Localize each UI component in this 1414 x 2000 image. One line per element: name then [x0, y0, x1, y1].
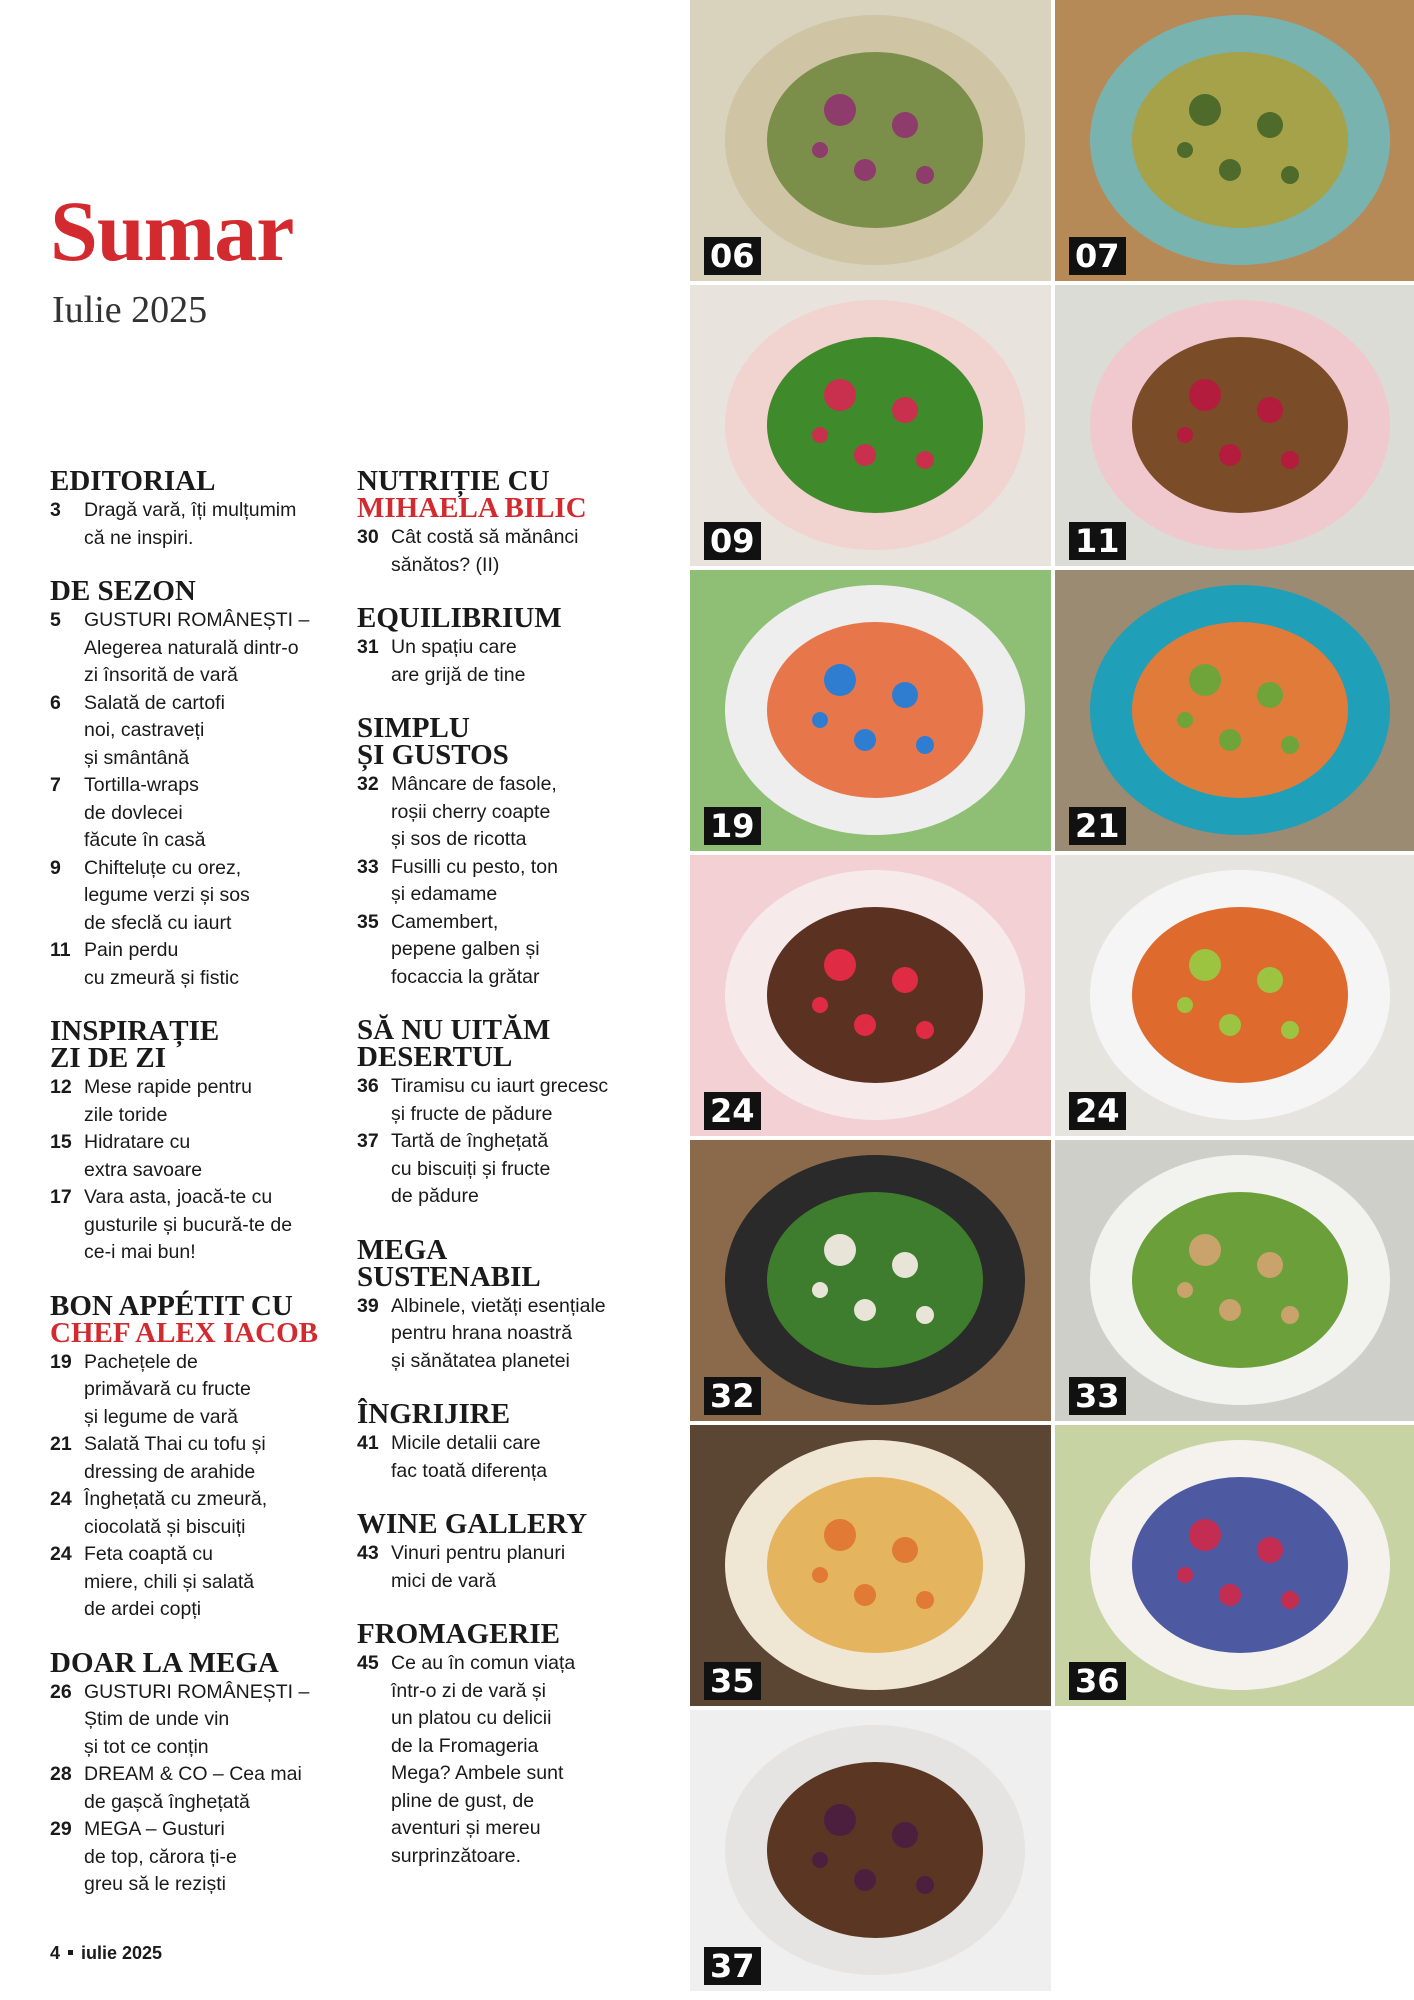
- list-item[interactable]: [50, 1816, 350, 1899]
- garnish-shape: [1219, 444, 1241, 466]
- page-number-badge: 32: [704, 1377, 761, 1415]
- section-heading: [50, 575, 350, 607]
- contents-section: [50, 465, 350, 552]
- garnish-shape: [892, 397, 918, 423]
- entry-title: Salată Thai cu tofu și dressing de arahide: [84, 1433, 266, 1483]
- photo-tile[interactable]: [690, 570, 1051, 851]
- entry-title: Un spațiu care are grijă de tine: [391, 636, 526, 686]
- photo-tile[interactable]: [690, 1140, 1051, 1421]
- entry-title: Salată de cartofi noi, castraveți și smântână: [84, 691, 225, 769]
- list-item[interactable]: [50, 1541, 350, 1624]
- list-item[interactable]: [50, 497, 350, 552]
- entry-title: Feta coaptă cu miere, chili și salată de ardei copți: [84, 1543, 255, 1620]
- entry-page-number: 24: [50, 1543, 72, 1565]
- garnish-shape: [916, 166, 934, 184]
- garnish-shape: [1177, 142, 1193, 158]
- section-heading: [50, 1015, 350, 1074]
- photo-tile[interactable]: [1055, 0, 1414, 281]
- food-shape: [1132, 622, 1348, 798]
- section-heading-line: DOAR LA MEGA: [50, 1646, 279, 1679]
- section-heading-line: NUTRIȚIE CU: [357, 465, 550, 497]
- entry-list: [50, 497, 350, 552]
- entry-title: Ce au în comun viața într-o zi de vară și un platou cu delicii de la Fromageria Mega? Ambele sunt pline de gust, de aventuri și mereu surprinzătoare.: [391, 1652, 576, 1867]
- garnish-shape: [1281, 451, 1299, 469]
- garnish-shape: [916, 1876, 934, 1894]
- list-item[interactable]: [50, 607, 350, 690]
- section-heading: [357, 602, 687, 634]
- food-shape: [767, 52, 983, 228]
- garnish-shape: [824, 1234, 856, 1266]
- food-shape: [767, 1477, 983, 1653]
- garnish-shape: [892, 682, 918, 708]
- food-shape: [1132, 1192, 1348, 1368]
- section-heading-line: DESERTUL: [357, 1041, 513, 1073]
- entry-title: Tartă de înghețată cu biscuiți și fructe de pădure: [391, 1130, 551, 1207]
- garnish-shape: [1177, 712, 1193, 728]
- garnish-shape: [892, 112, 918, 138]
- entry-list: [357, 1430, 687, 1485]
- entry-list: [357, 1540, 687, 1595]
- section-heading-line: ȘI GUSTOS: [357, 739, 509, 771]
- section-heading: [357, 1508, 687, 1540]
- list-item[interactable]: [357, 854, 687, 909]
- entry-page-number: 37: [357, 1130, 379, 1152]
- garnish-shape: [1219, 1299, 1241, 1321]
- garnish-shape: [892, 1537, 918, 1563]
- photo-tile[interactable]: [1055, 285, 1414, 566]
- garnish-shape: [1189, 94, 1221, 126]
- photo-tile[interactable]: [690, 285, 1051, 566]
- garnish-shape: [1257, 397, 1283, 423]
- entry-title: Mâncare de fasole, roșii cherry coapte și sos de ricotta: [391, 773, 557, 850]
- entry-list: [357, 1293, 687, 1376]
- list-item[interactable]: [50, 1129, 350, 1184]
- garnish-shape: [854, 1014, 876, 1036]
- section-heading: [50, 1289, 350, 1349]
- garnish-shape: [916, 1021, 934, 1039]
- entry-page-number: 29: [50, 1818, 72, 1840]
- entry-page-number: 7: [50, 774, 61, 796]
- entry-page-number: 41: [357, 1432, 379, 1454]
- list-item[interactable]: [50, 772, 350, 855]
- garnish-shape: [892, 1252, 918, 1278]
- food-shape: [1132, 1477, 1348, 1653]
- garnish-shape: [892, 967, 918, 993]
- entry-page-number: 36: [357, 1075, 379, 1097]
- list-item[interactable]: [50, 1486, 350, 1541]
- entry-page-number: 21: [50, 1433, 72, 1455]
- garnish-shape: [824, 664, 856, 696]
- garnish-shape: [854, 444, 876, 466]
- list-item[interactable]: [50, 1184, 350, 1267]
- contents-section: [50, 1289, 350, 1624]
- section-heading: [357, 1618, 687, 1650]
- page-number-badge: 35: [704, 1662, 761, 1700]
- food-shape: [1132, 907, 1348, 1083]
- page-footer: [50, 1943, 162, 1964]
- section-heading-line: FROMAGERIE: [357, 1618, 560, 1650]
- section-heading: [357, 1233, 687, 1293]
- garnish-shape: [1281, 1021, 1299, 1039]
- section-heading: [357, 465, 687, 524]
- section-heading-line: SUSTENABIL: [357, 1260, 541, 1293]
- garnish-shape: [1257, 112, 1283, 138]
- garnish-shape: [1189, 379, 1221, 411]
- entry-list: [357, 1073, 687, 1211]
- section-heading-line: EQUILIBRIUM: [357, 602, 562, 634]
- section-heading-line: INSPIRAȚIE: [50, 1015, 220, 1047]
- food-shape: [1132, 52, 1348, 228]
- garnish-shape: [812, 997, 828, 1013]
- garnish-shape: [812, 427, 828, 443]
- photo-tile[interactable]: [1055, 570, 1414, 851]
- list-item[interactable]: [50, 1761, 350, 1816]
- entry-list: [357, 771, 687, 991]
- garnish-shape: [824, 1519, 856, 1551]
- section-heading-line: SIMPLU: [357, 712, 470, 744]
- entry-page-number: 30: [357, 526, 379, 548]
- food-shape: [767, 1762, 983, 1938]
- garnish-shape: [854, 729, 876, 751]
- section-heading-line: DE SEZON: [50, 575, 196, 607]
- entry-page-number: 43: [357, 1542, 379, 1564]
- page-number-badge: 19: [704, 807, 761, 845]
- list-item[interactable]: [357, 1540, 687, 1595]
- garnish-shape: [1281, 1591, 1299, 1609]
- list-item[interactable]: [357, 1073, 687, 1128]
- garnish-shape: [812, 1852, 828, 1868]
- garnish-shape: [916, 451, 934, 469]
- garnish-shape: [812, 712, 828, 728]
- contents-section: [50, 1015, 350, 1267]
- entry-page-number: 35: [357, 910, 379, 933]
- entry-title: MEGA – Gusturi de top, cărora ți-e greu să le reziști: [84, 1818, 237, 1895]
- page-number-badge: 21: [1069, 807, 1126, 845]
- contents-section: [357, 465, 687, 579]
- photo-tile[interactable]: [1055, 1140, 1414, 1421]
- page-title: Sumar: [50, 183, 294, 279]
- section-heading: [357, 1398, 687, 1430]
- entry-page-number: 26: [50, 1680, 72, 1703]
- page-number-badge: 11: [1069, 522, 1126, 560]
- entry-page-number: 45: [357, 1652, 379, 1674]
- contents-section: [357, 602, 687, 689]
- contents-section: [357, 1508, 687, 1595]
- garnish-shape: [1189, 1234, 1221, 1266]
- list-item[interactable]: [357, 909, 687, 992]
- contents-section: [357, 712, 687, 991]
- entry-list: [357, 1650, 687, 1870]
- garnish-shape: [1177, 997, 1193, 1013]
- section-heading-highlight: MIHAELA BILIC: [357, 492, 587, 524]
- list-item[interactable]: [50, 855, 350, 938]
- garnish-shape: [854, 159, 876, 181]
- separator-dot: [68, 1950, 73, 1955]
- contents-column-right: [357, 465, 687, 1896]
- entry-title: Vara asta, joacă-te cu gusturile și bucură-te de ce-i mai bun!: [84, 1186, 293, 1263]
- entry-title: Mese rapide pentru zile toride: [84, 1076, 253, 1126]
- entry-title: Hidratare cu extra savoare: [84, 1131, 203, 1181]
- garnish-shape: [824, 949, 856, 981]
- list-item[interactable]: [50, 1679, 350, 1762]
- list-item[interactable]: [357, 1430, 687, 1485]
- page-number-badge: 36: [1069, 1662, 1126, 1700]
- list-item[interactable]: [357, 1128, 687, 1211]
- entry-title: Chifteluțe cu orez, legume verzi și sos de sfeclă cu iaurt: [84, 856, 250, 934]
- entry-list: [357, 524, 687, 579]
- entry-page-number: 39: [357, 1294, 379, 1317]
- food-shape: [767, 1192, 983, 1368]
- entry-list: [50, 1679, 350, 1899]
- food-shape: [1132, 337, 1348, 513]
- footer-issue: iulie 2025: [81, 1943, 163, 1963]
- entry-page-number: 32: [357, 773, 379, 795]
- garnish-shape: [916, 1306, 934, 1324]
- photo-grid: [690, 0, 1414, 2000]
- garnish-shape: [1257, 1537, 1283, 1563]
- issue-date: Iulie 2025: [52, 289, 208, 331]
- section-heading-line: ÎNGRIJIRE: [357, 1398, 511, 1430]
- section-heading: [50, 465, 350, 497]
- list-item[interactable]: [357, 1650, 687, 1870]
- section-heading-line: SĂ NU UITĂM: [357, 1014, 551, 1046]
- page-number-badge: 33: [1069, 1377, 1126, 1415]
- entry-page-number: 9: [50, 856, 61, 879]
- garnish-shape: [854, 1869, 876, 1891]
- entry-list: [50, 607, 350, 992]
- garnish-shape: [1219, 1584, 1241, 1606]
- garnish-shape: [1177, 427, 1193, 443]
- food-shape: [767, 337, 983, 513]
- garnish-shape: [812, 1567, 828, 1583]
- entry-list: [50, 1349, 350, 1624]
- garnish-shape: [1257, 1252, 1283, 1278]
- entry-title: Albinele, vietăți esențiale pentru hrana noastră și sănătatea planetei: [391, 1294, 606, 1372]
- list-item[interactable]: [357, 1293, 687, 1376]
- garnish-shape: [812, 142, 828, 158]
- entry-page-number: 31: [357, 636, 379, 658]
- entry-title: Dragă vară, îți mulțumim că ne inspiri.: [84, 499, 297, 549]
- section-heading-highlight: CHEF ALEX IACOB: [50, 1316, 319, 1349]
- entry-page-number: 24: [50, 1488, 72, 1510]
- garnish-shape: [824, 1804, 856, 1836]
- list-item[interactable]: [50, 937, 350, 992]
- contents-section: [357, 1233, 687, 1376]
- garnish-shape: [1281, 736, 1299, 754]
- entry-page-number: 15: [50, 1131, 72, 1153]
- entry-page-number: 12: [50, 1076, 72, 1098]
- entry-page-number: 19: [50, 1350, 72, 1373]
- entry-title: Camembert, pepene galben și focaccia la grătar: [391, 910, 540, 988]
- garnish-shape: [1189, 664, 1221, 696]
- entry-page-number: 17: [50, 1186, 72, 1208]
- entry-page-number: 28: [50, 1763, 72, 1785]
- food-shape: [767, 907, 983, 1083]
- entry-title: Micile detalii care fac toată diferența: [391, 1432, 548, 1482]
- garnish-shape: [916, 1591, 934, 1609]
- photo-tile[interactable]: [1055, 1425, 1414, 1706]
- section-heading-line: BON APPÉTIT CU: [50, 1289, 293, 1322]
- photo-tile[interactable]: [690, 1425, 1051, 1706]
- photo-tile[interactable]: [690, 0, 1051, 281]
- garnish-shape: [824, 94, 856, 126]
- garnish-shape: [1257, 682, 1283, 708]
- entry-title: Vinuri pentru planuri mici de vară: [391, 1542, 566, 1592]
- garnish-shape: [1257, 967, 1283, 993]
- entry-title: Pachețele de primăvară cu fructe și legume de vară: [84, 1350, 251, 1428]
- garnish-shape: [1177, 1282, 1193, 1298]
- list-item[interactable]: [50, 1431, 350, 1486]
- list-item[interactable]: [357, 771, 687, 854]
- page-number-badge: 24: [704, 1092, 761, 1130]
- list-item[interactable]: [50, 1074, 350, 1129]
- entry-title: Fusilli cu pesto, ton și edamame: [391, 855, 558, 905]
- photo-tile[interactable]: [690, 855, 1051, 1136]
- section-heading-line: MEGA: [357, 1233, 448, 1266]
- garnish-shape: [1219, 1014, 1241, 1036]
- garnish-shape: [812, 1282, 828, 1298]
- garnish-shape: [1281, 1306, 1299, 1324]
- entry-title: Pain perdu cu zmeură și fistic: [84, 939, 239, 989]
- page-number-badge: 37: [704, 1947, 761, 1985]
- garnish-shape: [1177, 1567, 1193, 1583]
- entry-title: Tiramisu cu iaurt grecesc și fructe de pădure: [391, 1075, 609, 1125]
- section-heading-line: ZI DE ZI: [50, 1042, 167, 1074]
- entry-page-number: 6: [50, 691, 61, 714]
- entry-page-number: 11: [50, 939, 71, 961]
- garnish-shape: [1281, 166, 1299, 184]
- section-heading: [50, 1646, 350, 1679]
- food-shape: [767, 622, 983, 798]
- entry-title: Tortilla-wraps de dovlecei făcute în casă: [84, 774, 206, 851]
- section-heading: [357, 1014, 687, 1073]
- garnish-shape: [1189, 949, 1221, 981]
- page-number: 4: [50, 1943, 61, 1963]
- entry-page-number: 5: [50, 609, 61, 631]
- garnish-shape: [854, 1584, 876, 1606]
- entry-page-number: 33: [357, 855, 379, 878]
- garnish-shape: [1219, 729, 1241, 751]
- contents-section: [357, 1014, 687, 1211]
- page-number-badge: 24: [1069, 1092, 1126, 1130]
- garnish-shape: [916, 736, 934, 754]
- garnish-shape: [854, 1299, 876, 1321]
- entry-title: GUSTURI ROMÂNEȘTI – Alegerea naturală dintr-o zi însorită de vară: [84, 609, 310, 686]
- entry-list: [50, 1074, 350, 1267]
- garnish-shape: [1219, 159, 1241, 181]
- contents-section: [357, 1398, 687, 1485]
- contents-column-left: [50, 465, 350, 1925]
- garnish-shape: [1189, 1519, 1221, 1551]
- list-item[interactable]: [357, 524, 687, 579]
- page-number-badge: 06: [704, 237, 761, 275]
- page-number-badge: 09: [704, 522, 761, 560]
- contents-section: [50, 575, 350, 992]
- list-item[interactable]: [50, 1349, 350, 1432]
- entry-title: Cât costă să mănânci sănătos? (II): [391, 526, 579, 576]
- entry-list: [357, 634, 687, 689]
- page-number-badge: 07: [1069, 237, 1126, 275]
- entry-page-number: 3: [50, 499, 61, 521]
- section-heading-line: EDITORIAL: [50, 465, 216, 497]
- photo-tile[interactable]: [1055, 855, 1414, 1136]
- section-heading-line: WINE GALLERY: [357, 1508, 588, 1540]
- garnish-shape: [824, 379, 856, 411]
- photo-tile[interactable]: [690, 1710, 1051, 1991]
- entry-title: GUSTURI ROMÂNEȘTI – Știm de unde vin și tot ce conțin: [84, 1680, 310, 1758]
- list-item[interactable]: [357, 634, 687, 689]
- garnish-shape: [892, 1822, 918, 1848]
- list-item[interactable]: [50, 690, 350, 773]
- section-heading: [357, 712, 687, 771]
- entry-title: Înghețată cu zmeură, ciocolată și biscuiți: [84, 1488, 268, 1538]
- entry-title: DREAM & CO – Cea mai de gașcă înghețată: [84, 1763, 302, 1813]
- contents-section: [50, 1646, 350, 1899]
- contents-section: [357, 1618, 687, 1870]
